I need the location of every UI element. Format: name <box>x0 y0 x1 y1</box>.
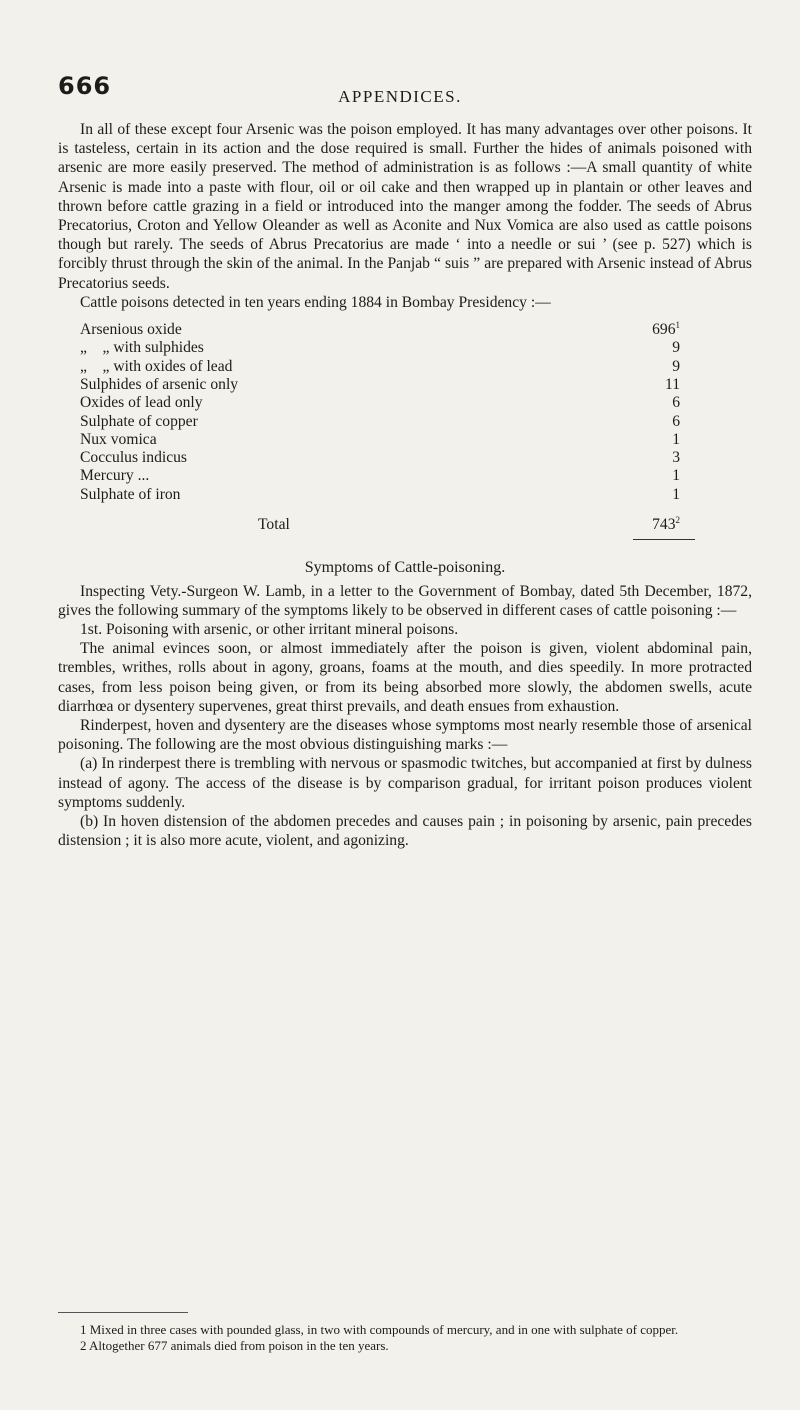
table-row <box>58 320 752 338</box>
table-row <box>58 412 752 430</box>
case-count: 1 <box>672 467 680 485</box>
total-value: $743^2$ <box>652 514 680 533</box>
table-intro: Cattle poisons detected in ten years ending 1884 in Bombay Presidency :— <box>80 293 551 311</box>
body-paragraph: (a) In rinderpest there is trembling with nervous or spasmodic twitches, but accompanied at first by dulness instead of agony. The access of the disease is by comparison gradual, for irritant poison produces violent symptoms suddenly. <box>58 755 752 811</box>
poison-label: Sulphides of arsenic only <box>80 375 239 393</box>
table-row <box>58 393 752 411</box>
body-paragraph: Inspecting Vety.-Surgeon W. Lamb, in a letter to the Government of Bombay, dated 5th December, 1872, gives the following summary of the symptoms likely to be observed in different cases of cattle poisoning :— <box>58 582 752 619</box>
poison-label: Nux vomica <box>80 430 157 448</box>
case-count: 9 <box>672 357 680 375</box>
case-count: $696^1$ <box>652 319 680 339</box>
footnotes <box>58 1322 758 1354</box>
poison-label: Oxides of lead only <box>80 394 203 412</box>
running-title: APPENDICES. <box>338 87 462 106</box>
table-row <box>58 466 752 484</box>
case-count: 11 <box>664 375 680 393</box>
body-paragraph: The animal evinces soon, or almost immediately after the poison is given, violent abdominal pain, trembles, writhes, rolls about in agony, groans, foams at the mouth, and dies speedily. In more protracted cases, from less poison being given, or from its being absorbed more slowly, the abdomen swells, acute diarrhœa or dysentery supervenes, great thirst prevails, and death ensues from exhaustion. <box>58 640 752 715</box>
table-row <box>58 485 752 503</box>
main-text <box>58 120 752 850</box>
footnote-rule <box>58 1312 188 1313</box>
section-heading: Symptoms of Cattle-poisoning. <box>304 559 506 577</box>
body-paragraph: Rinderpest, hoven and dysentery are the diseases whose symptoms most nearly resemble those of arsenical poisoning. The following are the most obvious distinguishing marks :— <box>58 716 752 754</box>
table-row <box>58 338 752 356</box>
case-count: 1 <box>672 430 680 448</box>
footnote-1: 1 Mixed in three cases with pounded glass, in two with compounds of mercury, and in one with sulphate of copper. <box>80 1322 679 1337</box>
table-row <box>58 430 752 448</box>
poison-label: „ „ with sulphides <box>80 339 204 357</box>
intro-paragraph: In all of these except four Arsenic was the poison employed. It has many advantages over other poisons. It is tasteless, certain in its action and the dose required is small. Further the hides of animals poisoned with arsenic are more easily preserved. The method of administration is as follows :—A small quantity of white Arsenic is made into a paste with flour, oil or oil cake and then wrapped up in plantain or other leaves and thrown before cattle grazing in a field or introduced into the manger among the fodder. The seeds of Abrus Precatorius, Croton and Yellow Oleander as well as Aconite and Nux Vomica are also used as cattle poisons though but rarely. The seeds of Abrus Precatorius are made ‘ into a needle or sui ’ (see p. 527) which is forcibly thrust through the skin of the animal. In the Panjab “ suis ” are prepared with Arsenic instead of Abrus Precatorius seeds. <box>58 121 752 292</box>
total-rule <box>633 539 695 540</box>
footnote-2: 2 Altogether 677 animals died from poison in the ten years. <box>80 1338 389 1353</box>
case-count: 1 <box>672 485 680 503</box>
poison-label: Mercury ... <box>80 467 150 485</box>
total-label: Total <box>258 516 290 533</box>
poison-label: Sulphate of copper <box>80 412 198 430</box>
body-paragraph: 1st. Poisoning with arsenic, or other irritant mineral poisons. <box>80 620 459 638</box>
case-count: 6 <box>672 412 680 430</box>
table-row <box>58 448 752 466</box>
case-count: 9 <box>672 339 680 357</box>
case-count: 3 <box>672 449 680 467</box>
poison-label: „ „ with oxides of lead <box>80 357 233 375</box>
body-paragraph: (b) In hoven distension of the abdomen precedes and causes pain ; in poisoning by arsenic, pain precedes distension ; it is also more acute, violent, and agonizing. <box>58 812 752 850</box>
poison-label: Arsenious oxide <box>80 321 182 339</box>
poison-label: Sulphate of iron <box>80 485 181 503</box>
table-row <box>58 357 752 375</box>
page-number: 666 <box>58 72 112 100</box>
table-row <box>58 375 752 393</box>
table-total-row <box>58 515 752 533</box>
poison-label: Cocculus indicus <box>80 449 187 467</box>
poisons-table <box>58 320 752 540</box>
case-count: 6 <box>672 394 680 412</box>
